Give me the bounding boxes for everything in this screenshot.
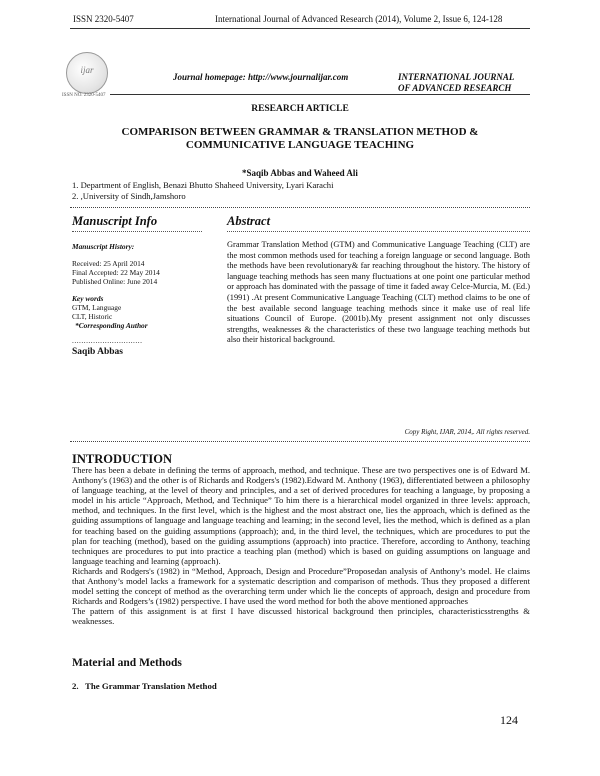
manuscript-info-heading: Manuscript Info <box>72 214 158 228</box>
divider-bottom <box>70 441 530 442</box>
abstract-heading: Abstract <box>227 214 271 228</box>
journal-name-line1: INTERNATIONAL JOURNAL <box>398 72 515 82</box>
keywords-line1: GTM, Language <box>72 303 122 312</box>
keywords-label: Key words <box>72 294 104 303</box>
methods-subheading: 2. The Grammar Translation Method <box>72 681 217 691</box>
banner-rule <box>110 94 530 95</box>
introduction-para2: Richards and Rodgers's (1982) in “Method, Approach, Design and Procedure”Proposedan analysis of Anthony’s model. He claims that Anthony’s model lacks a framework for a systematic description and comparison of methods. Thus they proposed a different model setting the concept of method as the overarching term under which lie the concepts of approach, design and procedure from Richards and Rodgers’s (1982) perspective. I have used the word method for both the above mentioned approaches <box>72 565 530 607</box>
introduction-para3: The pattern of this assignment is at first I have discussed historical background then principles, characteristicsstrengths & weaknesses. <box>72 606 530 627</box>
received-date: Received: 25 April 2014 <box>72 259 145 268</box>
paper-title-line1: COMPARISON BETWEEN GRAMMAR & TRANSLATION METHOD & <box>121 126 479 138</box>
divider-top <box>70 207 530 208</box>
header-rule <box>70 28 530 29</box>
page-number: 124 <box>500 713 518 727</box>
introduction-heading: INTRODUCTION <box>72 452 173 466</box>
introduction-para1: There has been a debate in defining the terms of approach, method, and technique. These are two perspectives one is of Edward M. Anthony's (1963) and the other is of Richards and Rodgers's (1982).Edward M. Anthony (1963), differentiated between a philosophy of language teaching, at the level of theory and principles, and a set of derived procedures for teaching a language, by proposing a model in his article “Approach, Method, and Technique” To him there is a hierarchical model organized in three levels: approach, method, and techniques. In the first level, which is the highest and the most abstract one, lies the approach, which is defined as the guiding assumptions of language and language teaching and learning; in the second level, lies the method, which is defined as a plan for teaching based on the guiding assumptions (approach); and, in the third level, the techniques, which are procedures to put the plan for teaching (method), based on the guiding assumptions (approach) into practice. Therefore, according to Anthony, teaching techniques are procedures to put into practice a teaching plan (method) which is based on guiding assumptions on language and language teaching and learning (approach). <box>72 465 530 566</box>
affiliation-1: 1. Department of English, Benazi Bhutto Shaheed University, Lyari Karachi <box>72 180 334 190</box>
header-issn: ISSN 2320-5407 <box>73 14 134 24</box>
methods-heading: Material and Methods <box>72 657 182 669</box>
corresponding-name: Saqib Abbas <box>72 347 123 357</box>
authors: *Saqib Abbas and Waheed Ali <box>242 168 358 178</box>
header-journal-ref: International Journal of Advanced Research (2014), Volume 2, Issue 6, 124-128 <box>215 14 503 24</box>
journal-logo: ijar <box>66 52 108 94</box>
corresponding-label: *Corresponding Author <box>75 321 148 330</box>
article-type: RESEARCH ARTICLE <box>251 104 349 114</box>
corresponding-dots: .............................. <box>72 336 143 345</box>
abstract-dots <box>227 231 530 232</box>
copyright: Copy Right, IJAR, 2014,. All rights reserved. <box>404 428 530 436</box>
published-date: Published Online: June 2014 <box>72 277 158 286</box>
accepted-date: Final Accepted: 22 May 2014 <box>72 268 160 277</box>
introduction-body <box>72 465 530 627</box>
history-label: Manuscript History: <box>72 242 135 251</box>
manuscript-info <box>72 242 212 357</box>
journal-name-line2: OF ADVANCED RESEARCH <box>398 83 512 93</box>
affiliation-2: 2. ,University of Sindh,Jamshoro <box>72 191 186 201</box>
paper-title-line2: COMMUNICATIVE LANGUAGE TEACHING <box>185 139 415 151</box>
journal-homepage[interactable]: Journal homepage: http://www.journalijar.com <box>173 72 349 82</box>
manuscript-dots <box>72 231 202 232</box>
abstract-text: Grammar Translation Method (GTM) and Communicative Language Teaching (CLT) are the most common methods used for teaching a foreign language or second language. Both the methods have been revolutionary& far reaching throughout the history. The history of language teaching methods has seen many fluctuations at one point one particular method or approach has dominated with the passage of time it faded away Celce-Murcia, M. (Ed.) (1991) .At present Communicative Language Teaching (CLT) method claims to be one of the best available second language teaching methods since it make use of real life situations Council of Europe. (2001b).My present assignment not only discusses strengths, weaknesses & the characteristics of these two language teaching methods but also their historical background. <box>227 240 530 345</box>
logo-issn: ISSN NO. 2320-5407 <box>62 93 106 98</box>
keywords-line2: CLT, Historic <box>72 312 113 321</box>
